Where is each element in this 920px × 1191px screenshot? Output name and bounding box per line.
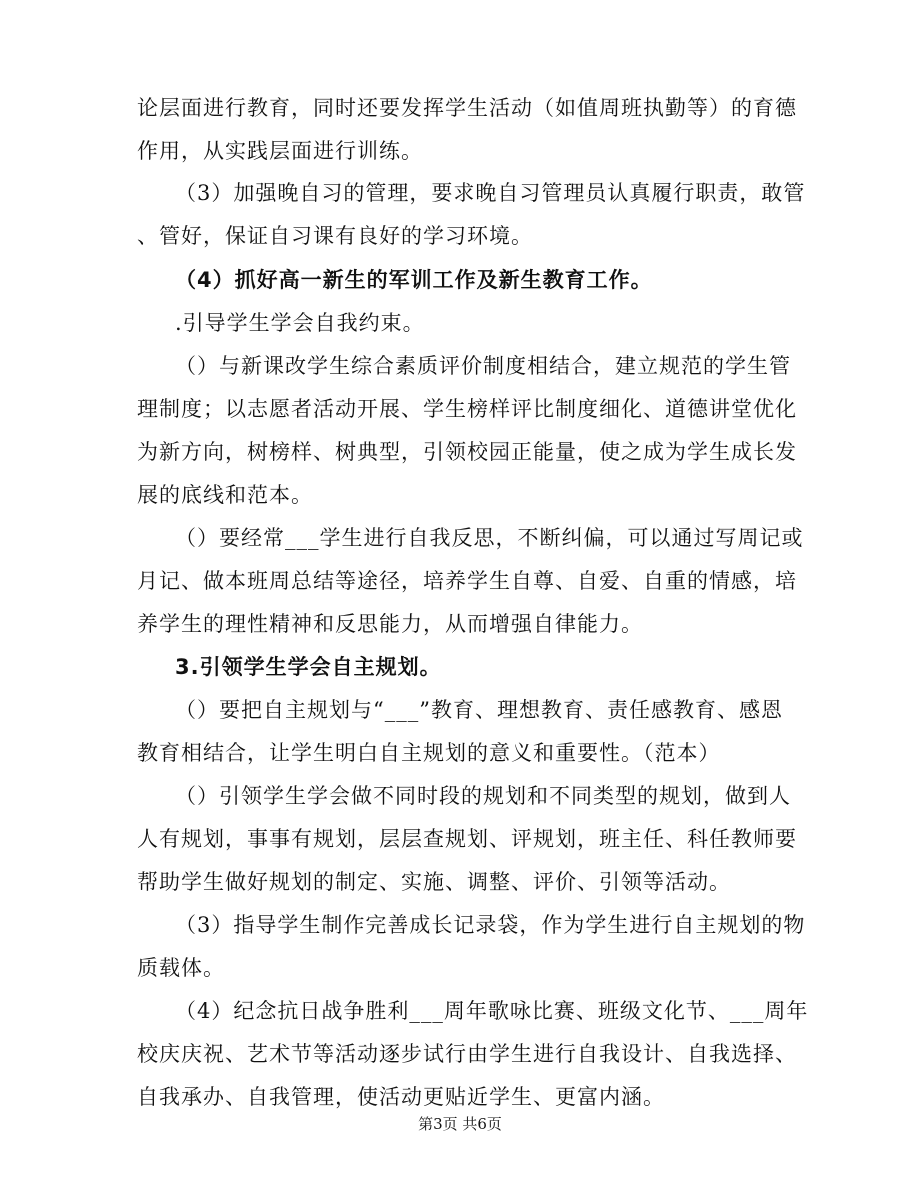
paragraph-line: （4）纪念抗日战争胜利___周年歌咏比赛、班级文化节、___周年 (175, 999, 809, 1023)
paragraph-line: （）与新课改学生综合素质评价制度相结合，建立规范的学生管 (175, 354, 791, 378)
paragraph-line: 校庆庆祝、艺术节等活动逐步试行由学生进行自我设计、自我选择、 (137, 1042, 797, 1066)
paragraph-line: （3）指导学生制作完善成长记录袋，作为学生进行自主规划的物 (175, 913, 806, 937)
paragraph-line: 人有规划，事事有规划，层层查规划、评规划，班主任、科任教师要 (137, 827, 797, 851)
paragraph-line: （）要经常___学生进行自我反思，不断纠偏，可以通过写周记或 (175, 526, 804, 550)
paragraph-line: 、管好，保证自习课有良好的学习环境。 (137, 224, 533, 248)
paragraph-line: 论层面进行教育，同时还要发挥学生活动（如值周班执勤等）的育德 (137, 96, 797, 120)
paragraph-line: 教育相结合，让学生明白自主规划的意义和重要性。（范本） (137, 741, 721, 765)
paragraph-line: .引导学生学会自我约束。 (175, 311, 425, 335)
page-number-footer: 第3页 共6页 (418, 1115, 502, 1133)
paragraph-line: 为新方向，树榜样、树典型，引领校园正能量，使之成为学生成长发 (137, 440, 797, 464)
paragraph-line: 质载体。 (137, 956, 225, 980)
section-heading: （4）抓好高一新生的军训工作及新生教育工作。 (175, 268, 653, 292)
paragraph-line: （3）加强晚自习的管理，要求晚自习管理员认真履行职责，敢管 (175, 181, 806, 205)
paragraph-line: 帮助学生做好规划的制定、实施、调整、评价、引领等活动。 (137, 870, 731, 894)
paragraph-line: 展的底线和范本。 (137, 483, 313, 507)
paragraph-line: 理制度；以志愿者活动开展、学生榜样评比制度细化、道德讲堂优化 (137, 397, 797, 421)
paragraph-line: 养学生的理性精神和反思能力，从而增强自律能力。 (137, 612, 643, 636)
paragraph-line: 作用，从实践层面进行训练。 (137, 139, 423, 163)
paragraph-line: 自我承办、自我管理，使活动更贴近学生、更富内涵。 (137, 1085, 665, 1109)
paragraph-line: （）要把自主规划与“___”教育、理想教育、责任感教育、感恩 (175, 698, 783, 722)
paragraph-line: （）引领学生学会做不同时段的规划和不同类型的规划，做到人 (175, 784, 791, 808)
paragraph-line: 月记、做本班周总结等途径，培养学生自尊、自爱、自重的情感，培 (137, 569, 797, 593)
section-heading: 3.引领学生学会自主规划。 (175, 655, 442, 679)
